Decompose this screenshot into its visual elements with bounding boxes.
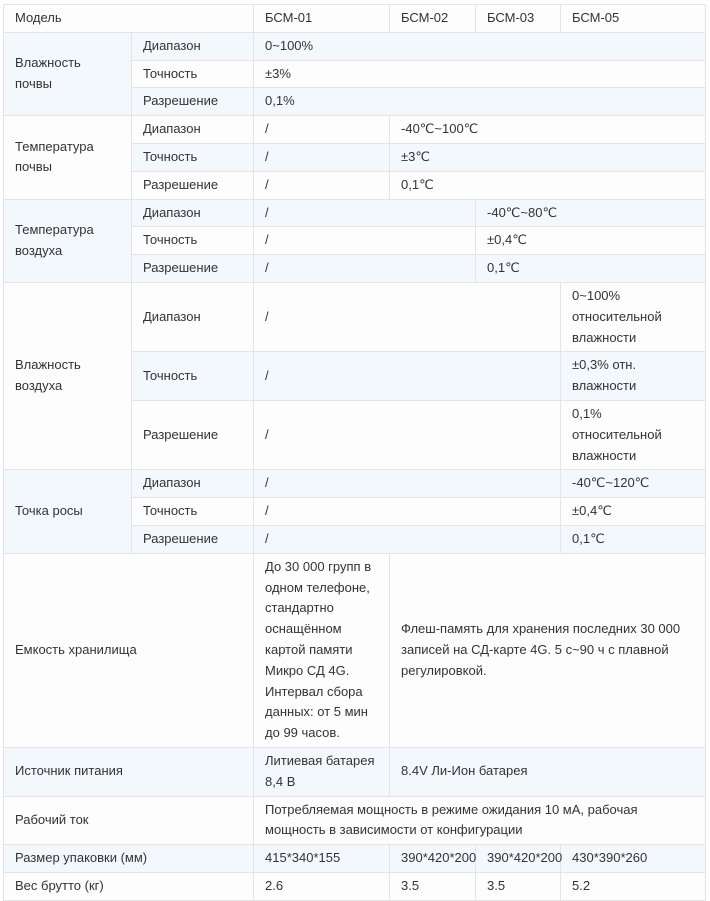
value-cell: 415*340*155 — [254, 845, 390, 873]
value-cell: / — [254, 227, 476, 255]
table-row — [4, 32, 706, 60]
spec-name-cell: Рабочий ток — [4, 796, 254, 845]
param-type-cell: Точность — [132, 498, 254, 526]
value-cell: 3.5 — [476, 872, 561, 900]
param-group-cell: Влажность воздуха — [4, 282, 132, 469]
spec-name-cell: Источник питания — [4, 747, 254, 796]
value-cell: 0,1℃ — [476, 255, 706, 283]
value-cell: / — [254, 470, 561, 498]
value-cell: 0~100% относительной влажности — [561, 282, 706, 351]
model-name-cell: БСМ-01 — [254, 5, 390, 33]
table-header-row — [4, 5, 706, 33]
value-cell: 0,1% — [254, 88, 706, 116]
param-type-cell: Разрешение — [132, 88, 254, 116]
model-name-cell: БСМ-05 — [561, 5, 706, 33]
model-name-cell: БСМ-02 — [390, 5, 476, 33]
value-cell: / — [254, 199, 476, 227]
param-type-cell: Диапазон — [132, 282, 254, 351]
value-cell: 430*390*260 — [561, 845, 706, 873]
param-type-cell: Диапазон — [132, 470, 254, 498]
table-row — [4, 553, 706, 747]
value-cell: / — [254, 498, 561, 526]
value-cell: 390*420*200 — [390, 845, 476, 873]
value-cell: 5.2 — [561, 872, 706, 900]
param-type-cell: Точность — [132, 143, 254, 171]
model-header-cell: Модель — [4, 5, 254, 33]
value-cell: Потребляемая мощность в режиме ожидания 10 мА, рабочая мощность в зависимости от конфигурации — [254, 796, 706, 845]
value-cell: 3.5 — [390, 872, 476, 900]
table-row — [4, 116, 706, 144]
param-group-cell: Влажность почвы — [4, 32, 132, 115]
param-type-cell: Диапазон — [132, 199, 254, 227]
param-group-cell: Точка росы — [4, 470, 132, 553]
value-cell: -40℃~80℃ — [476, 199, 706, 227]
value-cell: ±0,4℃ — [561, 498, 706, 526]
model-name-cell: БСМ-03 — [476, 5, 561, 33]
table-row — [4, 470, 706, 498]
spec-name-cell: Емкость хранилища — [4, 553, 254, 747]
value-cell: 8.4V Ли-Ион батарея — [390, 747, 706, 796]
param-type-cell: Разрешение — [132, 255, 254, 283]
value-cell: ±0,4℃ — [476, 227, 706, 255]
value-cell: ±3% — [254, 60, 706, 88]
param-type-cell: Разрешение — [132, 400, 254, 469]
value-cell: Литиевая батарея 8,4 В — [254, 747, 390, 796]
param-group-cell: Температура почвы — [4, 116, 132, 199]
table-row — [4, 199, 706, 227]
value-cell: / — [254, 352, 561, 401]
table-row — [4, 872, 706, 900]
spec-table — [3, 4, 706, 901]
param-type-cell: Точность — [132, 227, 254, 255]
value-cell: 0,1% относительной влажности — [561, 400, 706, 469]
value-cell: / — [254, 282, 561, 351]
param-type-cell: Точность — [132, 60, 254, 88]
value-cell: -40℃~100℃ — [390, 116, 706, 144]
param-type-cell: Диапазон — [132, 116, 254, 144]
value-cell: До 30 000 групп в одном телефоне, стандартно оснащённом картой памяти Микро СД 4G. Интервал сбора данных: от 5 мин до 99 часов. — [254, 553, 390, 747]
value-cell: Флеш-память для хранения последних 30 000 записей на СД-карте 4G. 5 с~90 ч с плавной регулировкой. — [390, 553, 706, 747]
table-row — [4, 796, 706, 845]
table-row — [4, 845, 706, 873]
param-type-cell: Разрешение — [132, 171, 254, 199]
table-row — [4, 282, 706, 351]
value-cell: 2.6 — [254, 872, 390, 900]
value-cell: / — [254, 255, 476, 283]
value-cell: 0,1℃ — [390, 171, 706, 199]
value-cell: 390*420*200 — [476, 845, 561, 873]
param-group-cell: Температура воздуха — [4, 199, 132, 282]
param-type-cell: Точность — [132, 352, 254, 401]
value-cell: 0,1℃ — [561, 525, 706, 553]
param-type-cell: Разрешение — [132, 525, 254, 553]
spec-name-cell: Размер упаковки (мм) — [4, 845, 254, 873]
table-row — [4, 747, 706, 796]
value-cell: / — [254, 525, 561, 553]
value-cell: 0~100% — [254, 32, 706, 60]
spec-name-cell: Вес брутто (кг) — [4, 872, 254, 900]
value-cell: -40℃~120℃ — [561, 470, 706, 498]
value-cell: ±0,3% отн. влажности — [561, 352, 706, 401]
value-cell: ±3℃ — [390, 143, 706, 171]
value-cell: / — [254, 116, 390, 144]
param-type-cell: Диапазон — [132, 32, 254, 60]
value-cell: / — [254, 171, 390, 199]
value-cell: / — [254, 400, 561, 469]
value-cell: / — [254, 143, 390, 171]
